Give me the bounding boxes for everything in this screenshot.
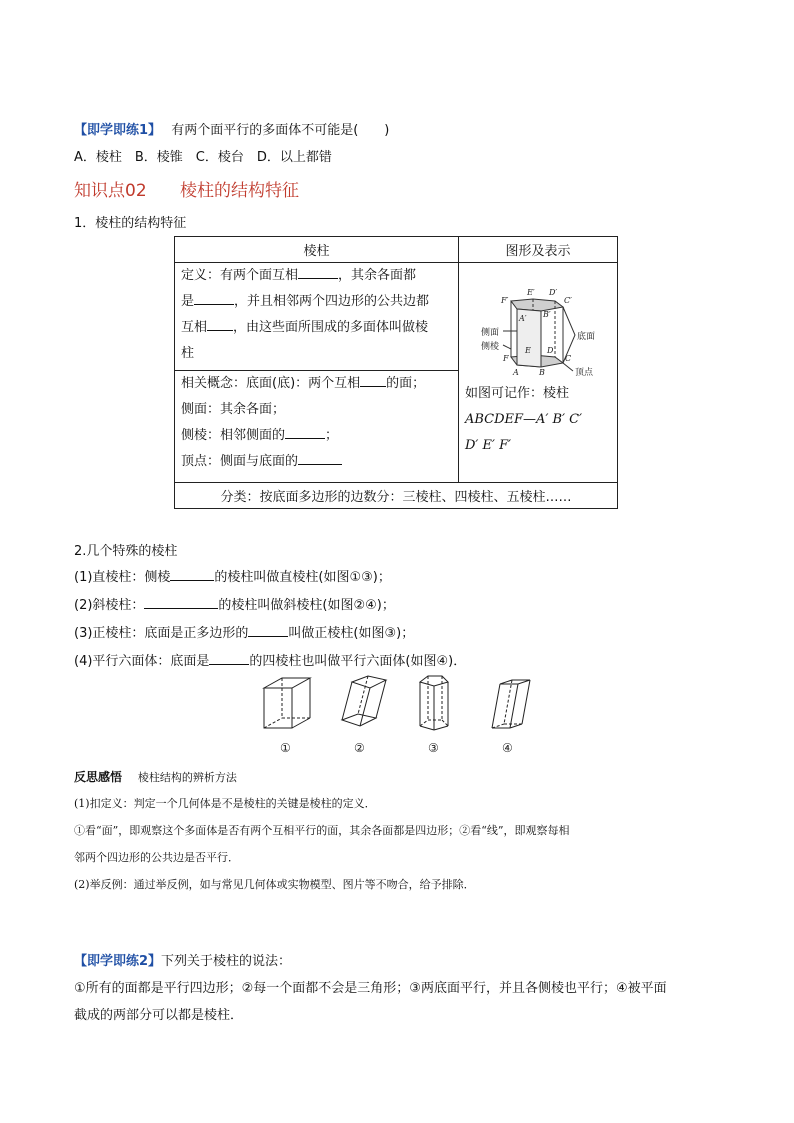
exercise-2 bbox=[74, 950, 291, 969]
label-base: 底面 bbox=[577, 332, 596, 342]
blank bbox=[144, 595, 218, 609]
label-side-face: 侧面 bbox=[481, 328, 500, 338]
figure-cell bbox=[459, 263, 618, 483]
item-4-a: (4)平行六面体：底面是 bbox=[74, 654, 210, 669]
label-a: A bbox=[513, 368, 519, 377]
label-a-prime: A′ bbox=[519, 314, 527, 323]
definition-cell bbox=[175, 263, 459, 371]
blank bbox=[298, 265, 338, 279]
notation-line-1: 如图可记作：棱柱 bbox=[465, 386, 570, 401]
item-1-a: (1)直棱柱：侧棱 bbox=[74, 570, 171, 585]
related-line-3b: ； bbox=[325, 428, 339, 443]
blank bbox=[170, 567, 214, 581]
label-d-prime: D′ bbox=[549, 288, 558, 297]
label-c: C bbox=[565, 354, 572, 363]
related-line-4: 顶点：侧面与底面的 bbox=[181, 454, 299, 469]
item-parallelepiped bbox=[74, 650, 466, 669]
label-f: F bbox=[503, 354, 509, 363]
knowledge-point-number: 知识点02 bbox=[74, 181, 147, 201]
figure-2-oblique-prism bbox=[342, 676, 386, 726]
label-d: D bbox=[547, 346, 554, 355]
label-c-prime: C′ bbox=[564, 296, 572, 305]
section-2-heading: 2.几个特殊的棱柱 bbox=[74, 544, 178, 559]
figure-label-3: ③ bbox=[428, 741, 439, 755]
reflection-paragraph-1: (1)扣定义：判定一个几何体是不是棱柱的关键是棱柱的定义． bbox=[74, 797, 376, 810]
exercise-1-question: 有两个面平行的多面体不可能是( ) bbox=[171, 123, 390, 138]
figure-label-4: ④ bbox=[502, 741, 513, 755]
reflection-paragraph-3: 邻两个四边形的公共边是否平行． bbox=[74, 851, 239, 864]
related-line-1b: 的面； bbox=[386, 376, 426, 391]
definition-line-2b: ，并且相邻两个四边形的公共边都 bbox=[234, 294, 430, 309]
figure-1-right-prism bbox=[264, 678, 310, 728]
blank bbox=[360, 373, 386, 387]
related-line-3: 侧棱：相邻侧面的 bbox=[181, 428, 286, 443]
related-line-1: 相关概念：底面(底)：两个互相 bbox=[181, 376, 361, 391]
exercise-1-options: A．棱柱 B．棱锥 C．棱台 D．以上都错 bbox=[74, 150, 332, 165]
blank bbox=[207, 317, 233, 331]
definition-line-1b: ，其余各面都 bbox=[338, 268, 417, 283]
figure-label-1: ① bbox=[280, 741, 291, 755]
reflection-tag: 反思感悟 bbox=[74, 770, 123, 784]
exercise-2-line-2: 截成的两部分可以都是棱柱． bbox=[74, 1008, 244, 1023]
prism-structure-table bbox=[174, 236, 618, 509]
label-e: E bbox=[525, 346, 531, 355]
reflection-heading bbox=[74, 768, 237, 785]
label-e-prime: E′ bbox=[527, 288, 535, 297]
exercise-2-tag: 【即学即练2】 bbox=[74, 954, 162, 969]
classification-cell: 分类：按底面多边形的边数分：三棱柱、四棱柱、五棱柱…… bbox=[175, 483, 618, 509]
figure-label-2: ② bbox=[354, 741, 365, 755]
item-3-a: (3)正棱柱：底面是正多边形的 bbox=[74, 626, 249, 641]
item-2-a: (2)斜棱柱： bbox=[74, 598, 145, 613]
section-1-heading: 1．棱柱的结构特征 bbox=[74, 216, 187, 231]
item-regular-prism bbox=[74, 622, 414, 641]
knowledge-point-title: 棱柱的结构特征 bbox=[180, 181, 300, 201]
knowledge-point-heading bbox=[74, 176, 299, 201]
label-f-prime: F′ bbox=[501, 296, 509, 305]
related-line-2: 侧面：其余各面； bbox=[181, 402, 286, 417]
reflection-paragraph-4: (2)举反例：通过举反例，如与常见几何体或实物模型、图片等不吻合，给予排除． bbox=[74, 878, 475, 891]
table-header-prism: 棱柱 bbox=[175, 237, 459, 263]
definition-line-3b: ，由这些面所围成的多面体叫做棱 bbox=[233, 320, 429, 335]
item-right-prism bbox=[74, 566, 391, 585]
exercise-2-question: 下列关于棱柱的说法： bbox=[161, 954, 292, 969]
blank bbox=[285, 425, 325, 439]
definition-line-1: 定义：有两个面互相 bbox=[181, 268, 299, 283]
figure-3-regular-prism bbox=[420, 676, 448, 730]
exercise-1 bbox=[74, 119, 389, 138]
related-concepts-cell bbox=[175, 371, 459, 483]
item-4-b: 的四棱柱也叫做平行六面体(如图④)． bbox=[249, 654, 467, 669]
reflection-paragraph-2: ①看“面”，即观察这个多面体是否有两个互相平行的面，其余各面都是四边形；②看“线”，即观察每相 bbox=[74, 824, 570, 837]
notation-line-2: ABCDEF—A′ B′ C′ bbox=[465, 412, 583, 427]
blank bbox=[194, 291, 234, 305]
prism-figure bbox=[463, 269, 617, 381]
label-side-edge: 侧棱 bbox=[481, 342, 500, 352]
definition-line-3: 互相 bbox=[181, 320, 208, 335]
exercise-2-line-1: ①所有的面都是平行四边形；②每一个面都不会是三角形；③两底面平行，并且各侧棱也平行；④被平面 bbox=[74, 981, 667, 996]
blank bbox=[248, 623, 288, 637]
reflection-title: 棱柱结构的辨析方法 bbox=[137, 771, 237, 784]
blank bbox=[298, 451, 342, 465]
table-header-figure: 图形及表示 bbox=[459, 237, 618, 263]
definition-line-4: 柱 bbox=[181, 346, 195, 361]
item-3-b: 叫做正棱柱(如图③)； bbox=[288, 626, 415, 641]
figure-4-parallelepiped bbox=[492, 680, 530, 728]
label-b: B bbox=[539, 368, 545, 377]
item-2-b: 的棱柱叫做斜棱柱(如图②④)； bbox=[218, 598, 395, 613]
exercise-1-tag: 【即学即练1】 bbox=[74, 123, 162, 138]
blank bbox=[209, 651, 249, 665]
special-prisms-figure bbox=[256, 672, 546, 758]
item-oblique-prism bbox=[74, 594, 395, 613]
notation-line-3: D′ E′ F′ bbox=[465, 438, 512, 453]
label-b-prime: B′ bbox=[543, 310, 551, 319]
definition-line-2: 是 bbox=[181, 294, 195, 309]
item-1-b: 的棱柱叫做直棱柱(如图①③)； bbox=[214, 570, 391, 585]
label-vertex: 顶点 bbox=[575, 368, 594, 378]
